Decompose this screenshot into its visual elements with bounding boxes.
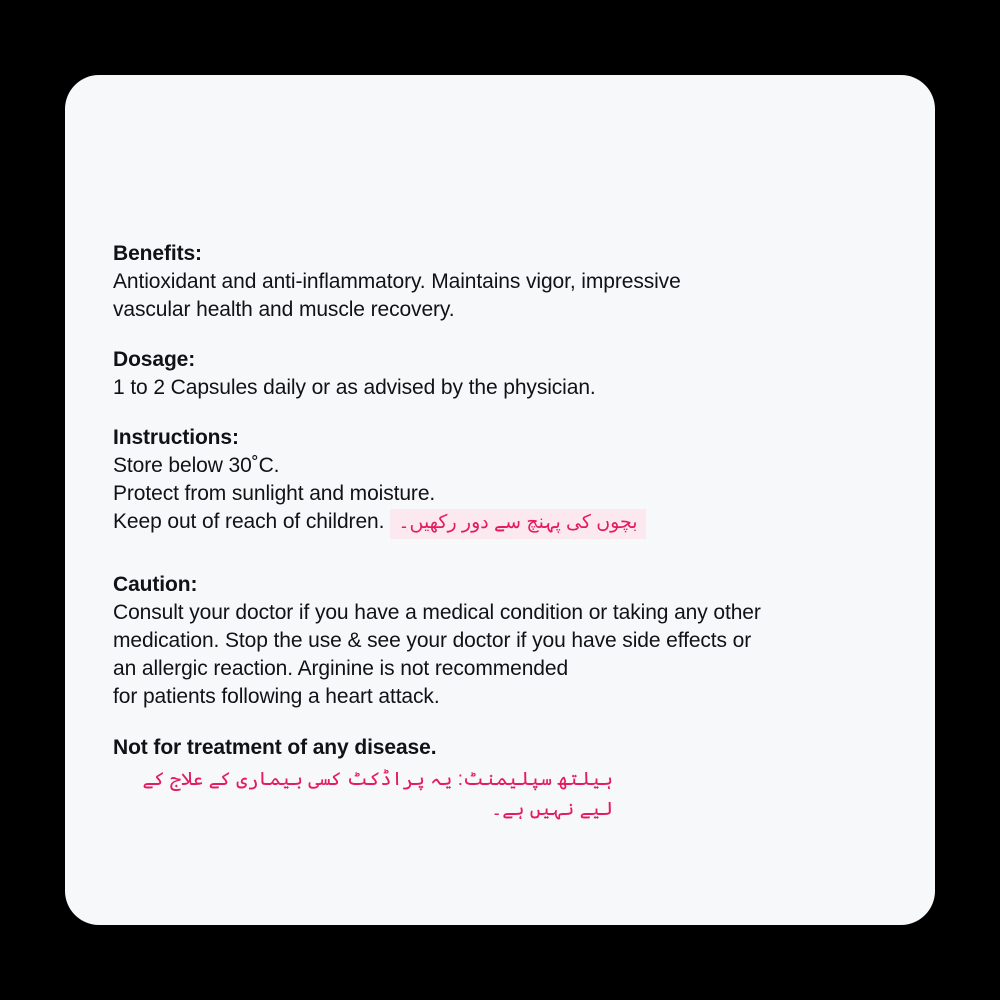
caution-heading: Caution: bbox=[113, 573, 198, 596]
label-content bbox=[113, 240, 883, 847]
instructions-urdu-highlight: بچوں کی پہنچ سے دور رکھیں۔ bbox=[390, 509, 645, 539]
benefits-line-1: Antioxidant and anti-inflammatory. Maintains vigor, impressive bbox=[113, 270, 681, 293]
spacer bbox=[113, 561, 883, 571]
disclaimer-english: Not for treatment of any disease. bbox=[113, 736, 437, 759]
instructions-line-1: Store below 30˚C. bbox=[113, 454, 280, 477]
benefits-heading: Benefits: bbox=[113, 242, 202, 265]
dosage-section bbox=[113, 346, 883, 402]
instructions-line-3: Keep out of reach of children. bbox=[113, 510, 385, 533]
product-label-card bbox=[65, 75, 935, 925]
disclaimer-section bbox=[113, 733, 883, 825]
caution-line-4: for patients following a heart attack. bbox=[113, 685, 440, 708]
caution-line-3: an allergic reaction. Arginine is not recommended bbox=[113, 657, 569, 680]
disclaimer-urdu: ہیلتھ سپلیمنٹ: یہ پراڈکٹ کسی بیماری کے علاج کے لیے نہیں ہے۔ bbox=[142, 769, 613, 820]
instructions-line-3-row bbox=[113, 508, 883, 539]
caution-line-2: medication. Stop the use & see your doctor if you have side effects or bbox=[113, 629, 752, 652]
instructions-section bbox=[113, 424, 883, 539]
caution-line-1: Consult your doctor if you have a medical condition or taking any other bbox=[113, 601, 761, 624]
benefits-line-2: vascular health and muscle recovery. bbox=[113, 298, 455, 321]
instructions-heading: Instructions: bbox=[113, 426, 239, 449]
dosage-heading: Dosage: bbox=[113, 348, 196, 371]
dosage-line-1: 1 to 2 Capsules daily or as advised by the physician. bbox=[113, 376, 596, 399]
instructions-line-2: Protect from sunlight and moisture. bbox=[113, 482, 436, 505]
benefits-section bbox=[113, 240, 883, 324]
caution-section bbox=[113, 571, 883, 711]
